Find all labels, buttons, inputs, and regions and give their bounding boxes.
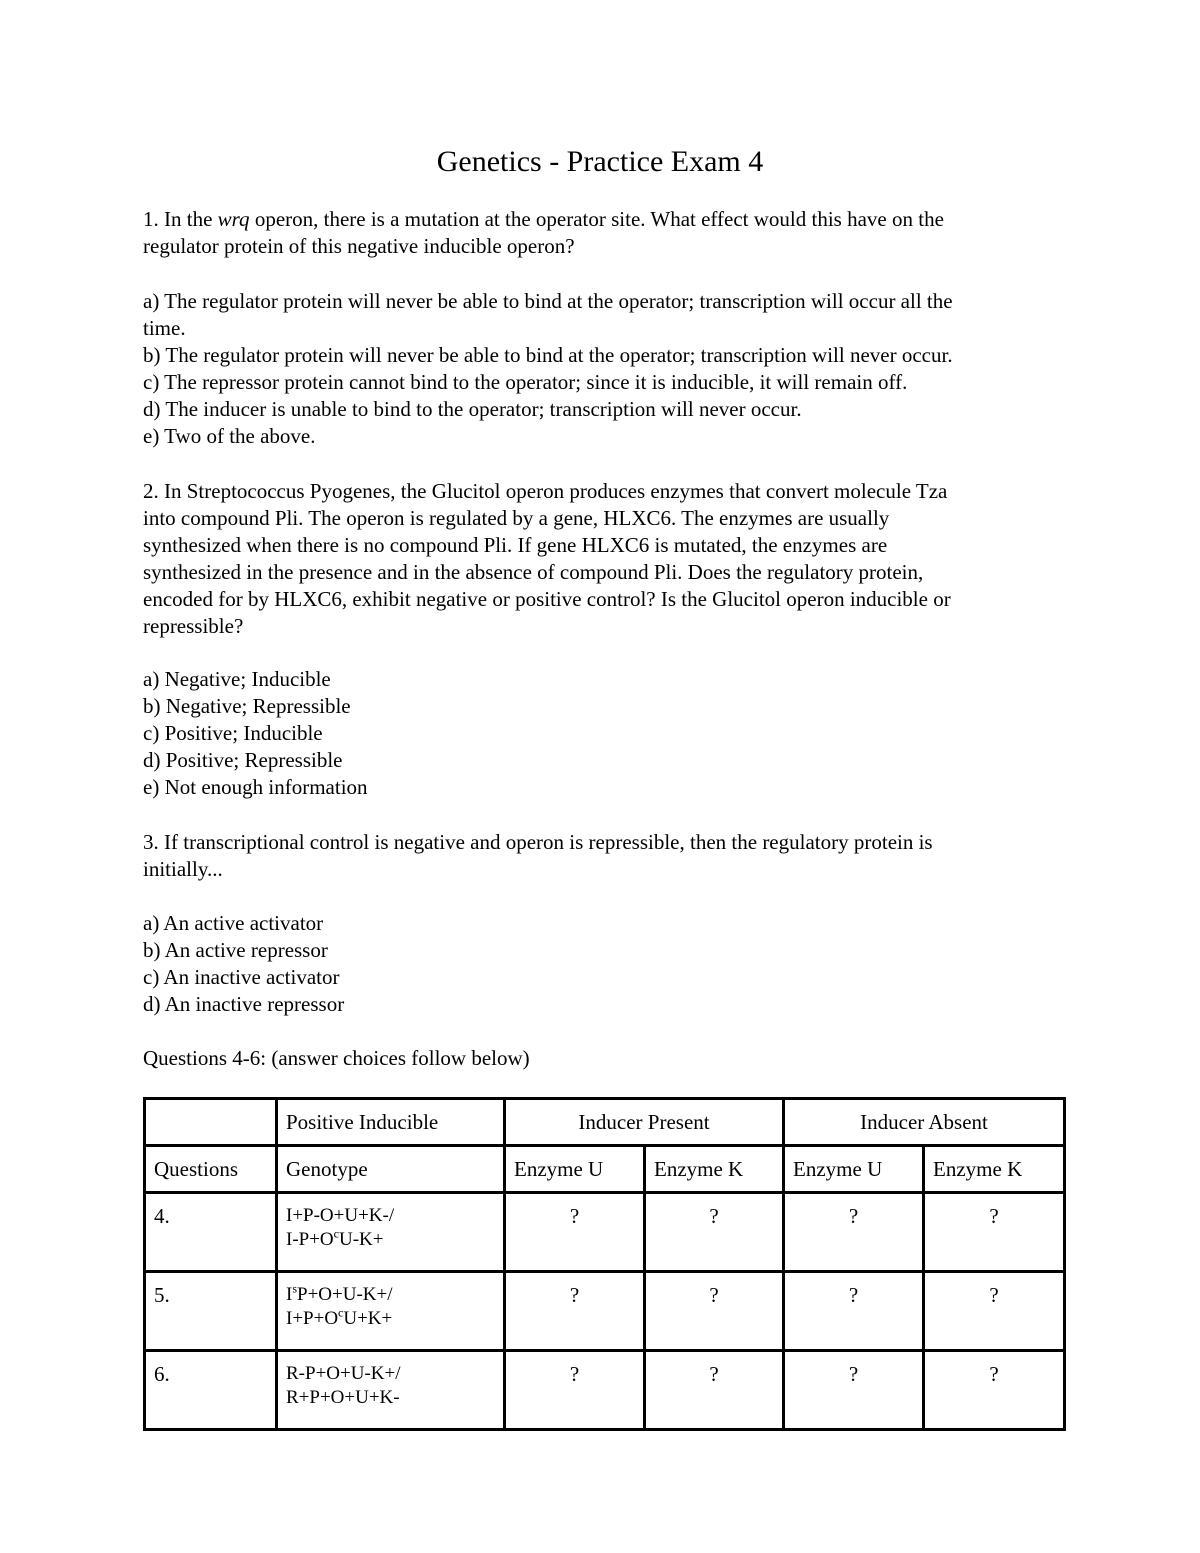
genotype-line: R-P+O+U-K+/ (286, 1363, 401, 1384)
genotype-line: R+P+O+U+K- (286, 1387, 400, 1408)
table-subheader-row (145, 1146, 1065, 1193)
question-1-stem (143, 206, 1063, 233)
question-3-line: 3. If transcriptional control is negative and operon is repressible, then the regulatory protein is (143, 830, 933, 854)
empty-header-cell (145, 1099, 277, 1146)
genotype-part: U-K+ (339, 1229, 384, 1250)
option-e: e) Two of the above. (143, 424, 316, 448)
genotype-line (286, 1283, 495, 1307)
genotype-part: I-P+O (286, 1229, 334, 1250)
stem-text: 1. In the (143, 207, 218, 231)
questions-header: Questions (145, 1146, 277, 1193)
option-b: b) The regulator protein will never be able to bind at the operator; transcription will never occur. (143, 343, 953, 367)
question-3 (143, 829, 1063, 883)
question-2-options (143, 666, 1063, 801)
question-1-options (143, 288, 1063, 450)
genotype-part: I+P+O (286, 1308, 339, 1329)
question-2-line: synthesized in the presence and in the absence of compound Pli. Does the regulatory protein, (143, 560, 924, 584)
answer-cell: ? (924, 1193, 1065, 1272)
answer-cell: ? (924, 1351, 1065, 1430)
operon-name: wrq (217, 207, 250, 231)
regulation-type-header: Positive Inducible (277, 1099, 505, 1146)
option-c: c) Positive; Inducible (143, 721, 323, 745)
enzyme-k-header: Enzyme K (924, 1146, 1065, 1193)
answer-cell: ? (924, 1272, 1065, 1351)
question-number: 6. (145, 1351, 277, 1430)
questions-4-6-intro: Questions 4-6: (answer choices follow below) (143, 1046, 530, 1070)
option-a-cont: time. (143, 316, 186, 340)
enzyme-u-header: Enzyme U (784, 1146, 924, 1193)
option-b: b) Negative; Repressible (143, 694, 351, 718)
answer-cell: ? (784, 1193, 924, 1272)
genotype-cell (277, 1351, 505, 1430)
genotype-cell (277, 1193, 505, 1272)
question-2-line: into compound Pli. The operon is regulated by a gene, HLXC6. The enzymes are usually (143, 506, 890, 530)
genotype-line (286, 1307, 495, 1331)
option-d: d) Positive; Repressible (143, 748, 343, 772)
option-a: a) The regulator protein will never be able to bind at the operator; transcription will occur all the (143, 289, 953, 313)
question-2-line: synthesized when there is no compound Pli. If gene HLXC6 is mutated, the enzymes are (143, 533, 888, 557)
table-row (145, 1193, 1065, 1272)
genotype-table (143, 1097, 1066, 1431)
table-header-row (145, 1099, 1065, 1146)
genotype-cell (277, 1272, 505, 1351)
question-2-line: repressible? (143, 614, 244, 638)
question-2 (143, 478, 1063, 640)
answer-cell: ? (645, 1272, 784, 1351)
inducer-present-header: Inducer Present (505, 1099, 784, 1146)
answer-cell: ? (645, 1351, 784, 1430)
option-d: d) An inactive repressor (143, 992, 345, 1016)
genotype-superscript: s (292, 1281, 297, 1296)
table-row (145, 1272, 1065, 1351)
enzyme-u-header: Enzyme U (505, 1146, 645, 1193)
genotype-part: U+K+ (343, 1308, 393, 1329)
option-a: a) An active activator (143, 911, 324, 935)
answer-cell: ? (784, 1272, 924, 1351)
option-d: d) The inducer is unable to bind to the operator; transcription will never occur. (143, 397, 802, 421)
stem-text: operon, there is a mutation at the operator site. What effect would this have on the (249, 207, 944, 231)
genotype-superscript: c (338, 1305, 344, 1320)
enzyme-k-header: Enzyme K (645, 1146, 784, 1193)
option-c: c) The repressor protein cannot bind to the operator; since it is inducible, it will remain off. (143, 370, 908, 394)
option-c: c) An inactive activator (143, 965, 340, 989)
answer-cell: ? (505, 1193, 645, 1272)
question-2-line: encoded for by HLXC6, exhibit negative or positive control? Is the Glucitol operon inducible or (143, 587, 951, 611)
genotype-part: I (286, 1284, 293, 1305)
option-e: e) Not enough information (143, 775, 368, 799)
page-title: Genetics - Practice Exam 4 (436, 145, 764, 178)
inducer-absent-header: Inducer Absent (784, 1099, 1065, 1146)
table-row (145, 1351, 1065, 1430)
answer-cell: ? (505, 1351, 645, 1430)
option-b: b) An active repressor (143, 938, 328, 962)
answer-cell: ? (784, 1351, 924, 1430)
answer-cell: ? (505, 1272, 645, 1351)
answer-cell: ? (645, 1193, 784, 1272)
question-1-stem-line2: regulator protein of this negative inducible operon? (143, 234, 575, 258)
question-number: 4. (145, 1193, 277, 1272)
genotype-line (286, 1228, 495, 1252)
question-3-line: initially... (143, 857, 223, 881)
genotype-line: I+P-O+U+K-/ (286, 1205, 395, 1226)
question-1 (143, 206, 1063, 260)
option-a: a) Negative; Inducible (143, 667, 331, 691)
genotype-superscript: c (333, 1226, 339, 1241)
question-number: 5. (145, 1272, 277, 1351)
genotype-header: Genotype (277, 1146, 505, 1193)
question-2-line: 2. In Streptococcus Pyogenes, the Glucitol operon produces enzymes that convert molecule Tza (143, 479, 948, 503)
genotype-part: P+O+U-K+/ (297, 1284, 393, 1305)
question-3-options (143, 910, 1063, 1018)
